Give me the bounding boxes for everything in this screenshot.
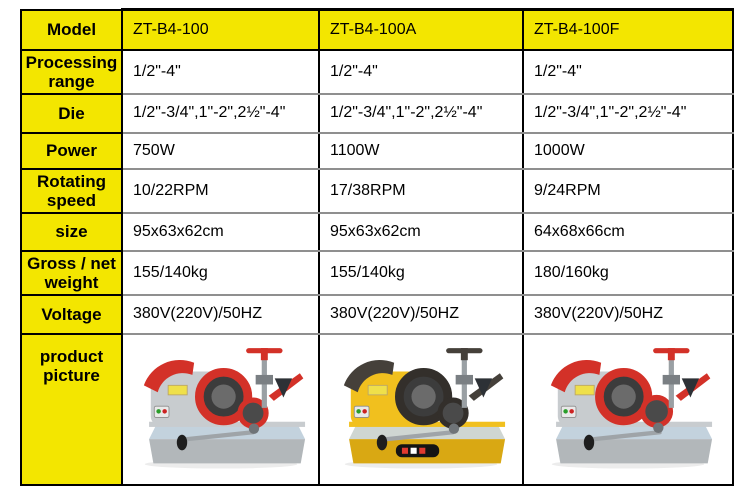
table-row-die	[21, 94, 733, 133]
rotating-speed-value-1: 10/22RPM	[122, 169, 319, 213]
row-label-power: Power	[21, 133, 122, 169]
product-picture-cell-1	[122, 334, 319, 485]
handle-knob	[176, 434, 186, 450]
processing-range-value-2: 1/2"-4"	[319, 50, 523, 94]
weight-value-2: 155/140kg	[319, 251, 523, 295]
label-sticker	[168, 385, 187, 395]
product-image-2	[330, 337, 512, 477]
brand-mark	[419, 447, 425, 453]
die-head-center	[612, 384, 636, 408]
row-label-rotating-speed: Rotating speed	[21, 169, 122, 213]
rotating-speed-value-3: 9/24RPM	[523, 169, 733, 213]
row-label-voltage: Voltage	[21, 295, 122, 334]
carriage-hub	[449, 423, 459, 433]
rotating-speed-value-2: 17/38RPM	[319, 169, 523, 213]
voltage-value-1: 380V(220V)/50HZ	[122, 295, 319, 334]
power-value-1: 750W	[122, 133, 319, 169]
processing-range-value-1: 1/2"-4"	[122, 50, 319, 94]
pipe-threading-machine-illustration	[130, 337, 312, 477]
die-value-1: 1/2"-3/4",1"-2",2½"-4"	[122, 94, 319, 133]
t-handle-stem	[461, 348, 468, 360]
table-row-power	[21, 133, 733, 169]
processing-range-value-3: 1/2"-4"	[523, 50, 733, 94]
table-row-product-picture	[21, 334, 733, 485]
pipe-threading-machine-illustration	[330, 337, 512, 477]
product-picture-cell-3	[523, 334, 733, 485]
base-front	[149, 439, 305, 463]
switch-off-light	[162, 409, 167, 414]
t-handle-stem	[668, 348, 675, 360]
brand-mark	[411, 447, 417, 453]
die-head-center	[411, 384, 435, 408]
t-handle-stem	[260, 348, 267, 360]
label-sticker	[575, 385, 594, 395]
power-value-2: 1100W	[319, 133, 523, 169]
weight-value-3: 180/160kg	[523, 251, 733, 295]
die-value-3: 1/2"-3/4",1"-2",2½"-4"	[523, 94, 733, 133]
die-head-center	[211, 384, 235, 408]
post-clamp	[255, 375, 272, 385]
spec-table	[20, 8, 734, 486]
post-clamp	[663, 375, 680, 385]
label-sticker	[368, 385, 387, 395]
carriage-hub	[248, 423, 258, 433]
row-label-die: Die	[21, 94, 122, 133]
post-clamp	[456, 375, 473, 385]
row-label-gross-net-weight: Gross / net weight	[21, 251, 122, 295]
product-image-1	[130, 337, 312, 477]
switch-on-light	[563, 409, 568, 414]
switch-on-light	[356, 409, 361, 414]
power-value-3: 1000W	[523, 133, 733, 169]
switch-off-light	[569, 409, 574, 414]
switch-off-light	[362, 409, 367, 414]
size-value-2: 95x63x62cm	[319, 213, 523, 251]
brand-mark	[402, 447, 408, 453]
row-label-product-picture: product picture	[21, 334, 122, 485]
row-label-processing-range: Processing range	[21, 50, 122, 94]
handle-knob	[377, 434, 387, 450]
table-row-gross-net-weight	[21, 251, 733, 295]
row-label-model: Model	[21, 10, 122, 50]
die-value-2: 1/2"-3/4",1"-2",2½"-4"	[319, 94, 523, 133]
table-row-rotating-speed	[21, 169, 733, 213]
handle-knob	[584, 434, 594, 450]
product-picture-cell-2	[319, 334, 523, 485]
product-image-3	[537, 337, 719, 477]
size-value-1: 95x63x62cm	[122, 213, 319, 251]
model-value-2: ZT-B4-100A	[319, 10, 523, 50]
weight-value-1: 155/140kg	[122, 251, 319, 295]
row-label-size: size	[21, 213, 122, 251]
table-row-model	[21, 10, 733, 50]
table-row-voltage	[21, 295, 733, 334]
pipe-threading-machine-illustration	[537, 337, 719, 477]
model-value-3: ZT-B4-100F	[523, 10, 733, 50]
pipe-clamp-ring	[643, 397, 671, 425]
table-row-processing-range	[21, 50, 733, 94]
switch-on-light	[156, 409, 161, 414]
model-value-1: ZT-B4-100	[122, 10, 319, 50]
voltage-value-3: 380V(220V)/50HZ	[523, 295, 733, 334]
size-value-3: 64x68x66cm	[523, 213, 733, 251]
carriage-hub	[653, 422, 663, 432]
voltage-value-2: 380V(220V)/50HZ	[319, 295, 523, 334]
table-row-size	[21, 213, 733, 251]
base-front	[556, 439, 712, 463]
